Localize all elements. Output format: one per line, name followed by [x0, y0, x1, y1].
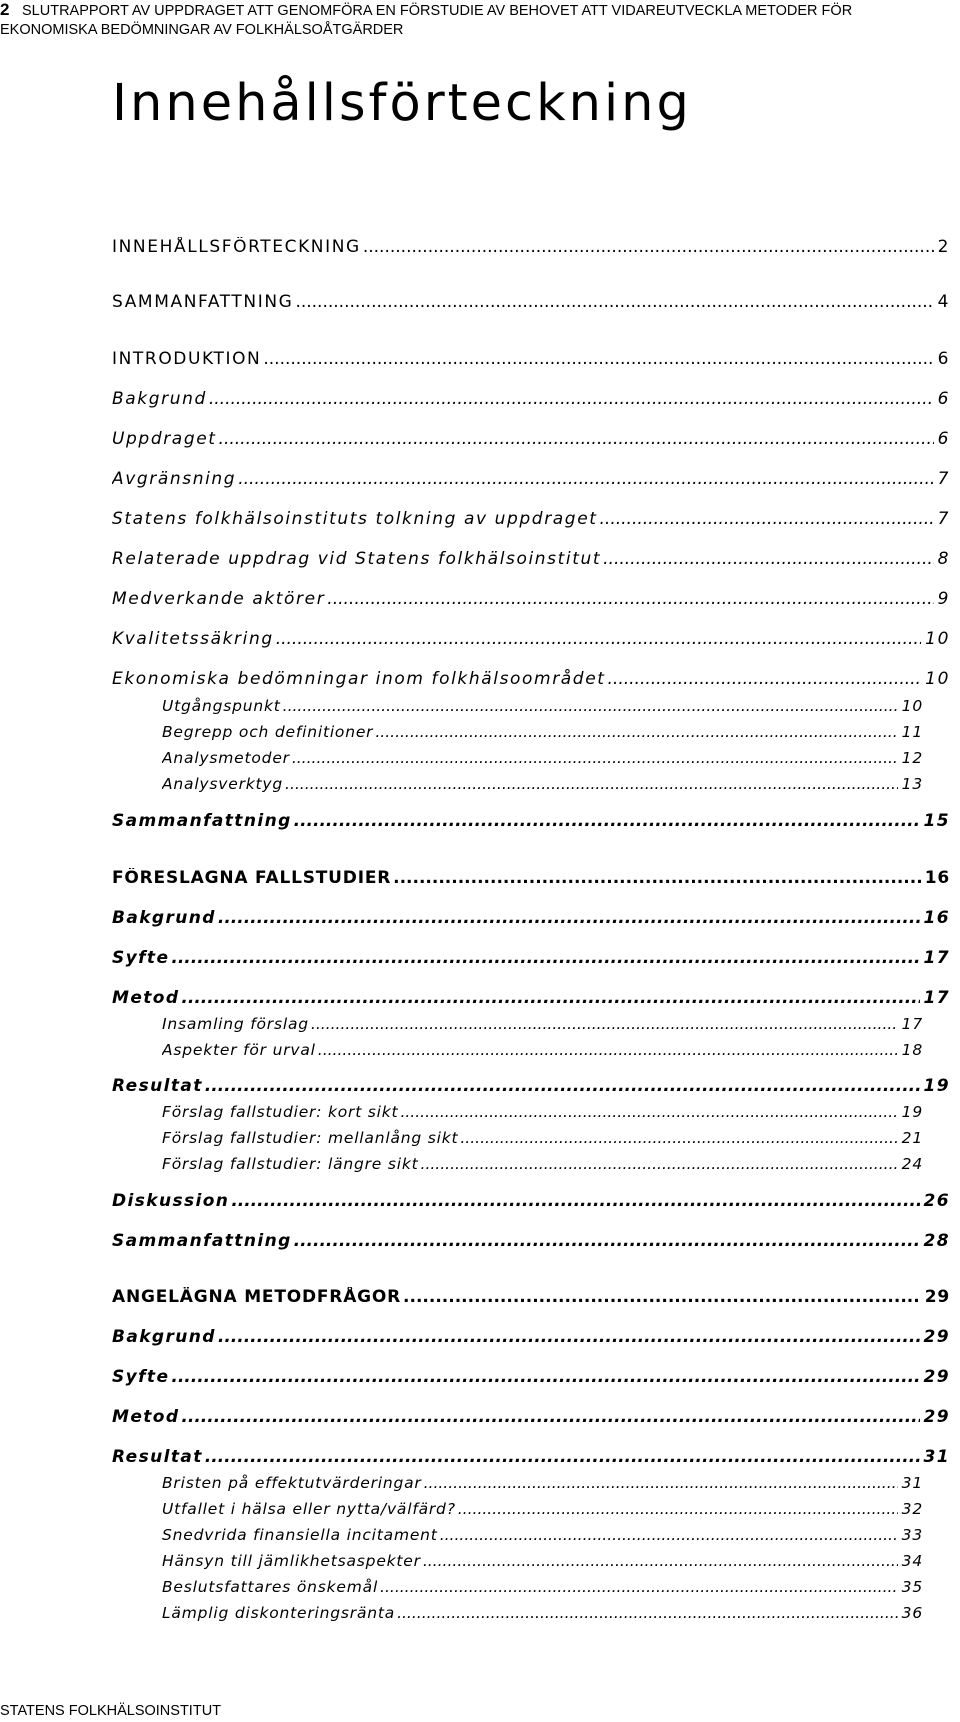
toc-entry[interactable] — [162, 1500, 923, 1518]
toc-entry[interactable] — [112, 811, 950, 831]
header-title-line-1: SLUTRAPPORT AV UPPDRAGET ATT GENOMFÖRA EN FÖRSTUDIE AV BEHOVET ATT VIDAREUTVECKLA METODER FÖR — [22, 3, 853, 19]
dot-leader — [283, 697, 898, 715]
page-number: 2 — [0, 0, 10, 19]
toc-entry-label: Insamling förslag — [162, 1015, 309, 1033]
toc-entry-page: 34 — [901, 1552, 923, 1570]
toc-entry[interactable] — [162, 1526, 923, 1544]
toc-entry-label: Bakgrund — [112, 908, 216, 928]
toc-entry[interactable] — [112, 868, 950, 888]
toc-entry-label: Analysverktyg — [162, 775, 284, 793]
toc-entry[interactable] — [162, 749, 923, 767]
toc-entry[interactable] — [162, 1103, 923, 1121]
toc-entry-page: 8 — [937, 549, 950, 569]
toc-entry-label: Sammanfattning — [112, 1231, 292, 1251]
toc-entry-page: 10 — [925, 669, 950, 689]
toc-entry-label: Diskussion — [112, 1191, 230, 1211]
toc-entry-label: ANGELÄGNA METODFRÅGOR — [112, 1287, 402, 1307]
toc-entry[interactable] — [112, 1231, 950, 1251]
toc-entry-label: Utgångspunkt — [162, 697, 281, 715]
toc-entry[interactable] — [162, 1552, 923, 1570]
dot-leader — [181, 988, 919, 1008]
toc-entry-page: 24 — [901, 1155, 923, 1173]
toc-entry[interactable] — [112, 948, 950, 968]
toc-entry-label: Lämplig diskonteringsränta — [162, 1604, 396, 1622]
toc-entry-page: 29 — [923, 1407, 950, 1427]
running-header — [0, 0, 950, 40]
toc-entry-page: 17 — [923, 948, 950, 968]
toc-entry-page: 31 — [923, 1447, 950, 1467]
header-line-1 — [0, 0, 950, 21]
dot-leader — [263, 349, 933, 369]
toc-entry-label: Relaterade uppdrag vid Statens folkhälsoinstitut — [112, 549, 602, 569]
dot-leader — [205, 1076, 920, 1096]
dot-leader — [327, 589, 933, 609]
toc-entry-label: Metod — [112, 1407, 180, 1427]
toc-entry-page: 16 — [924, 868, 950, 888]
toc-entry[interactable] — [162, 1474, 923, 1492]
toc-entry[interactable] — [112, 1076, 950, 1096]
dot-leader — [458, 1500, 898, 1518]
toc-entry-page: 36 — [901, 1604, 923, 1622]
dot-leader — [363, 237, 934, 257]
toc-entry[interactable] — [162, 1015, 923, 1033]
toc-entry-page: 33 — [901, 1526, 923, 1544]
toc-entry-label: Begrepp och definitioner — [162, 723, 374, 741]
toc-entry-label: SAMMANFATTNING — [112, 292, 294, 312]
toc-entry-label: Statens folkhälsoinstituts tolkning av uppdraget — [112, 509, 598, 529]
toc-entry[interactable] — [162, 1041, 923, 1059]
toc-entry-label: Hänsyn till jämlikhetsaspekter — [162, 1552, 421, 1570]
toc-entry-page: 6 — [937, 429, 950, 449]
toc-entry[interactable] — [112, 988, 950, 1008]
dot-leader — [400, 1103, 897, 1121]
toc-entry-label: Förslag fallstudier: kort sikt — [162, 1103, 399, 1121]
dot-leader — [285, 775, 898, 793]
toc-entry-page: 10 — [925, 629, 950, 649]
toc-entry-label: Beslutsfattares önskemål — [162, 1578, 379, 1596]
dot-leader — [171, 1367, 919, 1387]
toc-entry-page: 28 — [923, 1231, 950, 1251]
dot-leader — [181, 1407, 919, 1427]
running-footer: STATENS FOLKHÄLSOINSTITUT — [0, 1703, 222, 1719]
toc-entry[interactable] — [162, 1578, 923, 1596]
toc-entry-page: 29 — [923, 1367, 950, 1387]
toc-entry[interactable] — [162, 1155, 923, 1173]
toc-entry-page: 12 — [901, 749, 923, 767]
dot-leader — [380, 1578, 898, 1596]
toc-entry-label: Aspekter för urval — [162, 1041, 316, 1059]
toc-entry-page: 10 — [901, 697, 923, 715]
toc-entry[interactable] — [112, 469, 950, 489]
toc-entry[interactable] — [162, 723, 923, 741]
dot-leader — [311, 1015, 898, 1033]
toc-entry-page: 7 — [937, 509, 950, 529]
toc-entry[interactable] — [112, 1191, 950, 1211]
toc-entry-label: Metod — [112, 988, 180, 1008]
toc-entry-label: Medverkande aktörer — [112, 589, 326, 609]
dot-leader — [440, 1526, 898, 1544]
dot-leader — [294, 1231, 920, 1251]
toc-entry-label: Avgränsning — [112, 469, 237, 489]
toc-entry[interactable] — [112, 429, 950, 449]
toc-entry[interactable] — [112, 549, 950, 569]
toc-entry[interactable] — [162, 775, 923, 793]
toc-entry[interactable] — [112, 237, 950, 257]
dot-leader — [421, 1155, 898, 1173]
toc-entry[interactable] — [112, 669, 950, 689]
dot-leader — [218, 1327, 920, 1347]
toc-entry-label: Bristen på effektutvärderingar — [162, 1474, 422, 1492]
toc-entry-label: Förslag fallstudier: längre sikt — [162, 1155, 419, 1173]
dot-leader — [600, 509, 934, 529]
toc-entry-page: 4 — [937, 292, 950, 312]
toc-entry-label: Bakgrund — [112, 389, 207, 409]
dot-leader — [294, 811, 920, 831]
dot-leader — [603, 549, 933, 569]
dot-leader — [318, 1041, 898, 1059]
toc-entry-page: 35 — [901, 1578, 923, 1596]
dot-leader — [424, 1474, 898, 1492]
toc-entry-page: 13 — [901, 775, 923, 793]
dot-leader — [238, 469, 933, 489]
dot-leader — [423, 1552, 898, 1570]
toc-entry[interactable] — [112, 1367, 950, 1387]
toc-entry-label: INTRODUKTION — [112, 349, 262, 369]
toc-entry-label: Resultat — [112, 1076, 203, 1096]
dot-leader — [292, 749, 898, 767]
dot-leader — [393, 868, 921, 888]
dot-leader — [608, 669, 922, 689]
page-title: Innehållsförteckning — [112, 74, 692, 133]
toc-entry-label: Resultat — [112, 1447, 203, 1467]
toc-entry-page: 7 — [937, 469, 950, 489]
toc-entry[interactable] — [112, 1447, 950, 1467]
toc-entry-page: 6 — [937, 349, 950, 369]
toc-entry[interactable] — [112, 629, 950, 649]
toc-entry-label: INNEHÅLLSFÖRTECKNING — [112, 237, 361, 257]
toc-entry-page: 29 — [923, 1327, 950, 1347]
toc-entry-page: 15 — [923, 811, 950, 831]
toc-entry-page: 21 — [901, 1129, 923, 1147]
toc-entry[interactable] — [162, 697, 923, 715]
toc-entry-page: 18 — [901, 1041, 923, 1059]
toc-entry[interactable] — [112, 908, 950, 928]
toc-entry-label: Kvalitetssäkring — [112, 629, 274, 649]
dot-leader — [209, 389, 934, 409]
toc-entry[interactable] — [162, 1129, 923, 1147]
toc-entry-page: 9 — [937, 589, 950, 609]
toc-entry[interactable] — [162, 1604, 923, 1622]
toc-entry-page: 11 — [901, 723, 923, 741]
toc-entry-page: 6 — [937, 389, 950, 409]
toc-entry-page: 26 — [923, 1191, 950, 1211]
dot-leader — [295, 292, 933, 312]
toc-entry[interactable] — [112, 589, 950, 609]
toc-entry-label: Uppdraget — [112, 429, 217, 449]
toc-entry[interactable] — [112, 389, 950, 409]
toc-entry[interactable] — [112, 1287, 950, 1307]
dot-leader — [171, 948, 919, 968]
toc-entry-page: 19 — [901, 1103, 923, 1121]
dot-leader — [231, 1191, 919, 1211]
toc-entry-label: Analysmetoder — [162, 749, 290, 767]
toc-entry-label: Snedvrida finansiella incitament — [162, 1526, 438, 1544]
toc-entry-label: Utfallet i hälsa eller nytta/välfärd? — [162, 1500, 456, 1518]
toc-entry[interactable] — [112, 509, 950, 529]
toc-entry-page: 2 — [937, 237, 950, 257]
dot-leader — [375, 723, 897, 741]
toc-entry-page: 17 — [901, 1015, 923, 1033]
toc-entry-label: FÖRESLAGNA FALLSTUDIER — [112, 868, 392, 888]
toc-entry-label: Syfte — [112, 1367, 170, 1387]
toc-entry[interactable] — [112, 1327, 950, 1347]
dot-leader — [218, 908, 920, 928]
toc-entry-label: Sammanfattning — [112, 811, 292, 831]
toc-entry[interactable] — [112, 349, 950, 369]
toc-entry-page: 32 — [901, 1500, 923, 1518]
dot-leader — [205, 1447, 920, 1467]
dot-leader — [403, 1287, 921, 1307]
toc-entry-page: 31 — [901, 1474, 923, 1492]
header-title-line-2: EKONOMISKA BEDÖMNINGAR AV FOLKHÄLSOÅTGÄRDER — [0, 22, 404, 38]
dot-leader — [460, 1129, 897, 1147]
toc-entry-page: 19 — [923, 1076, 950, 1096]
dot-leader — [397, 1604, 898, 1622]
toc-entry-label: Förslag fallstudier: mellanlång sikt — [162, 1129, 459, 1147]
dot-leader — [219, 429, 934, 449]
toc-entry-page: 16 — [923, 908, 950, 928]
toc-entry[interactable] — [112, 1407, 950, 1427]
toc-entry-page: 17 — [923, 988, 950, 1008]
toc-entry-label: Ekonomiska bedömningar inom folkhälsoområdet — [112, 669, 606, 689]
toc-entry[interactable] — [112, 292, 950, 312]
toc-entry-label: Syfte — [112, 948, 170, 968]
toc-entry-label: Bakgrund — [112, 1327, 216, 1347]
toc-entry-page: 29 — [924, 1287, 950, 1307]
dot-leader — [276, 629, 921, 649]
